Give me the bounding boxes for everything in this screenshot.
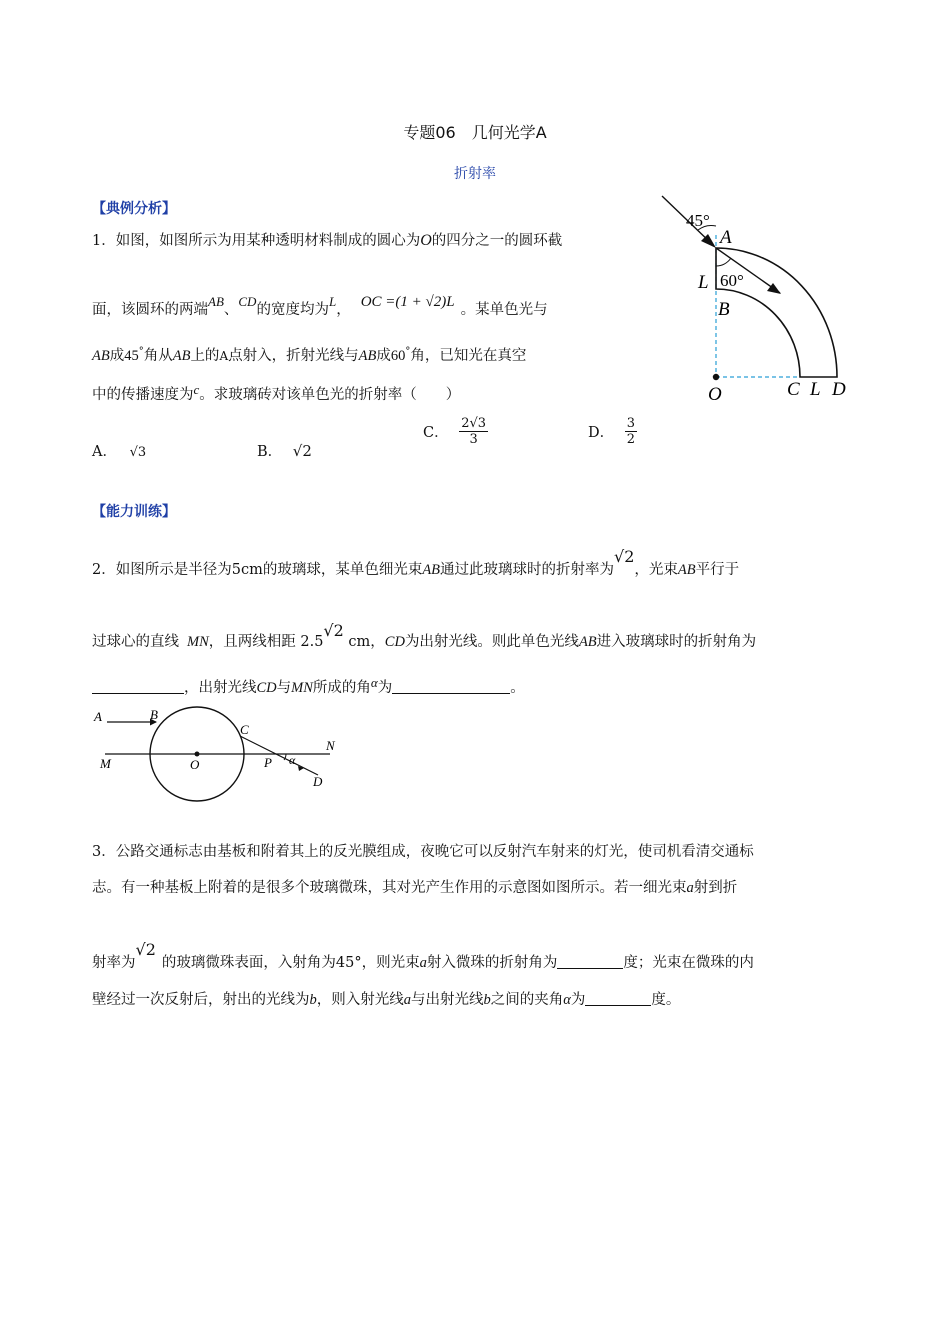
q2-line-2 — [92, 621, 756, 652]
q1-ab: AB — [172, 348, 191, 364]
sphere-center-o — [195, 752, 200, 757]
q2-alpha: α — [370, 675, 378, 690]
answer-blank-4[interactable] — [585, 991, 651, 1006]
q2-text: 为 — [377, 680, 393, 696]
q2-text: 平行于 — [695, 562, 740, 578]
q3-text: 与出射光线 — [411, 992, 484, 1008]
q1-oc-formula: OC =(1 + √2)L — [360, 294, 455, 310]
answer-blank-2[interactable] — [392, 679, 510, 694]
q2-text: 进入玻璃球时的折射角为 — [596, 634, 757, 650]
q1-text: 的四分之一的圆环截 — [431, 233, 563, 249]
q1-cd: CD — [238, 294, 257, 309]
option-value: √2 — [292, 442, 312, 460]
q3-text: ，则入射光线 — [316, 992, 404, 1008]
q2-text: 为出射光线。则此单色光线 — [404, 634, 579, 650]
option-label: C． — [423, 425, 449, 441]
q2-text: 与 — [276, 680, 292, 696]
fraction-denominator: 3 — [469, 432, 478, 447]
q2-cd: CD — [256, 680, 277, 696]
label-angle-60: 60° — [720, 271, 744, 290]
q1-text: ， — [336, 302, 351, 318]
label-l-bottom: L — [810, 379, 821, 400]
q1-option-a[interactable] — [92, 440, 146, 461]
q1-text: 的宽度均为 — [256, 302, 329, 318]
q1-l: L — [328, 294, 337, 309]
q2-text: 2．如图所示是半径为5cm的玻璃球，某单色细光束 — [92, 562, 423, 578]
q1-text: 上的 — [190, 348, 220, 364]
label-alpha: α — [289, 753, 296, 767]
q2-ab: AB — [677, 562, 696, 578]
q1-c: c — [193, 382, 200, 397]
q3-sqrt2: √2 — [135, 940, 156, 959]
q3-line-4 — [92, 990, 680, 1010]
q2-text: 所成的角 — [312, 680, 371, 696]
q3-beam-a: a — [686, 880, 694, 896]
label-n: N — [326, 738, 335, 753]
q3-line-1 — [92, 842, 754, 862]
option-fraction — [625, 416, 637, 447]
q2-text: ，光束 — [634, 562, 678, 578]
q3-text: 为 — [570, 992, 586, 1008]
q3-text: 度。 — [651, 992, 681, 1008]
option-label: B． — [257, 444, 283, 460]
q1-degree: ° — [138, 346, 144, 357]
q2-line-3 — [92, 673, 525, 698]
q1-option-d[interactable] — [588, 416, 637, 447]
q1-text: 成 — [109, 348, 125, 364]
q2-sqrt2: √2 — [614, 547, 635, 566]
q1-degree: ° — [405, 346, 411, 357]
q1-ab: AB — [92, 348, 110, 364]
q3-text: 度；光束在微珠的内 — [623, 955, 754, 971]
q1-line-4 — [92, 380, 460, 405]
q2-sqrt2: √2 — [323, 621, 344, 640]
label-c: C — [787, 379, 800, 400]
section-training-heading: 【能力训练】 — [92, 504, 176, 520]
q3-text: 射入微珠的折射角为 — [426, 955, 558, 971]
section-example-heading: 【典例分析】 — [92, 201, 176, 217]
q1-text: 成 — [376, 348, 391, 364]
q3-text: 志。有一种基板上附着的是很多个玻璃微珠，其对光产生作用的示意图如图所示。若一细光束 — [92, 880, 687, 896]
q2-mn: MN — [291, 680, 313, 696]
q3-beam-b: b — [309, 992, 317, 1008]
q2-ab: AB — [578, 634, 597, 650]
q2-text: 。 — [510, 680, 525, 696]
page-title: 专题06 几何光学A — [403, 123, 547, 142]
label-angle-45: 45° — [686, 211, 710, 230]
q1-text: 1．如图，如图所示为用某种透明材料制成的圆心为 — [92, 233, 421, 249]
q3-text: 3．公路交通标志由基板和附着其上的反光膜组成，夜晚它可以反射汽车射来的灯光，使司机看清交通标 — [92, 844, 754, 860]
label-c: C — [240, 722, 249, 737]
label-l-left: L — [698, 272, 709, 293]
q3-beam-a: a — [419, 955, 427, 971]
label-b: B — [718, 299, 730, 320]
label-o: O — [708, 384, 722, 405]
q1-ab: AB — [208, 294, 224, 309]
q3-alpha: α — [563, 992, 571, 1008]
q3-beam-a: a — [403, 992, 411, 1008]
q1-ring-figure — [650, 190, 860, 415]
label-a: A — [94, 709, 102, 724]
q2-text: ，出射光线 — [184, 680, 257, 696]
q2-mn: MN — [187, 634, 209, 650]
option-label: D． — [588, 425, 615, 441]
q2-line-1 — [92, 547, 739, 580]
q1-line-3 — [92, 342, 526, 366]
answer-blank-1[interactable] — [92, 679, 184, 694]
label-d: D — [832, 379, 846, 400]
page-subtitle: 折射率 — [454, 166, 496, 182]
q2-text: 通过此玻璃球时的折射率为 — [440, 562, 615, 578]
q2-text: ，且两线相距 2.5 — [208, 634, 324, 650]
q2-text: 过球心的直线 — [92, 634, 179, 650]
label-a: A — [720, 227, 732, 248]
q1-line-2 — [92, 292, 548, 320]
q1-angle-45: 45 — [124, 348, 139, 364]
q2-sphere-figure — [90, 703, 350, 808]
q1-text: 、 — [223, 302, 239, 318]
q1-point-o: O — [420, 232, 432, 249]
label-m: M — [100, 756, 111, 771]
option-fraction — [459, 416, 488, 447]
label-p: P — [264, 755, 272, 770]
q1-text: 角，已知光在真空 — [410, 348, 527, 364]
q1-text: 。某单色光与 — [460, 302, 548, 318]
angle-60-arc — [716, 258, 731, 266]
q1-text: 角从 — [143, 348, 173, 364]
center-point-o — [713, 374, 719, 380]
q2-ab: AB — [422, 562, 441, 578]
option-label: A． — [92, 444, 117, 460]
q1-angle-60: 60 — [390, 348, 406, 364]
q3-text: 的玻璃微珠表面，入射角为45°，则光束 — [161, 955, 420, 971]
q1-line-1 — [92, 231, 562, 251]
fraction-numerator: 3 — [626, 416, 636, 431]
q1-text: 中的传播速度为 — [92, 387, 194, 403]
label-b: B — [150, 707, 158, 722]
q3-line-2 — [92, 878, 737, 898]
answer-blank-3[interactable] — [557, 954, 623, 969]
q3-text: 射到折 — [693, 880, 738, 896]
q3-beam-b: b — [483, 992, 491, 1008]
q3-text: 射率为 — [92, 955, 136, 971]
q1-option-b[interactable] — [257, 440, 312, 461]
fraction-denominator: 2 — [626, 432, 636, 447]
label-o: O — [190, 757, 200, 772]
quarter-ring-shape — [716, 248, 837, 377]
q2-text: cm， — [343, 634, 385, 650]
fraction-numerator: 2√3 — [461, 416, 487, 431]
q1-option-c[interactable] — [423, 416, 488, 447]
q3-line-3 — [92, 940, 754, 973]
q2-cd: CD — [384, 634, 405, 650]
q1-point-a: A — [219, 349, 229, 363]
q3-text: 之间的夹角 — [490, 992, 564, 1008]
ray-cd — [240, 736, 318, 775]
q1-text: 点射入，折射光线与 — [228, 348, 359, 364]
q1-ab: AB — [358, 348, 377, 364]
q3-text: 壁经过一次反射后，射出的光线为 — [92, 992, 310, 1008]
label-d: D — [313, 774, 323, 789]
q1-text: 。求玻璃砖对该单色光的折射率（ ） — [199, 387, 461, 403]
option-value: √3 — [129, 445, 147, 460]
q1-text: 面，该圆环的两端 — [92, 302, 208, 318]
